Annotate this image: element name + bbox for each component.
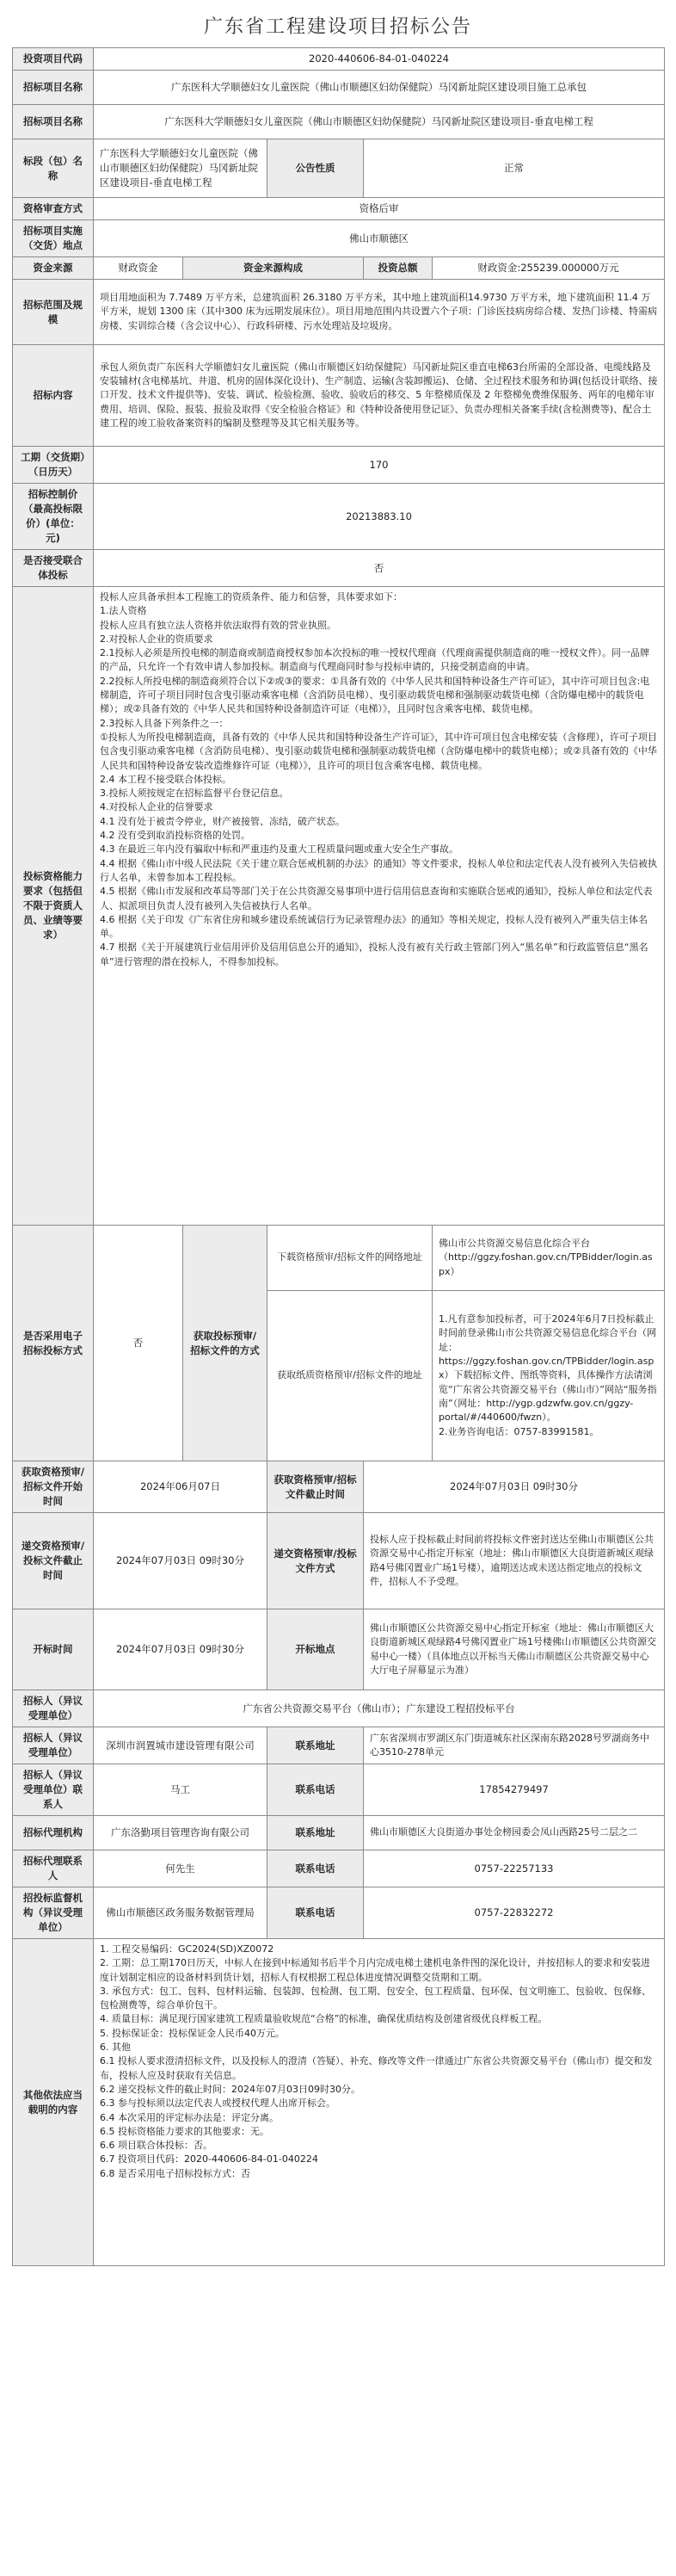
- label-paper-addr: 获取纸质资格预审/招标文件的地址: [267, 1291, 433, 1461]
- label-period: 工期（交货期）（日历天）: [13, 447, 94, 484]
- value-scope: 项目用地面积为 7.7489 万平方米，总建筑面积 26.3180 万平方米，其中地上建筑面积14.9730 万平方米，地下建筑面积 11.4 万平方米，规划 1300 床（其中300 床为远期发展床位）。项目用地范围内共设置六个子项：门诊医技病房综合楼、发热门诊楼、特需病房楼、实训综合楼（含会议中心）、行政科研楼、污水处理站及垃圾房。: [94, 280, 665, 345]
- row-scope: [13, 280, 665, 345]
- row-section: [13, 139, 665, 198]
- value-requirements: 投标人应具备承担本工程施工的资质条件、能力和信誉，具体要求如下： 1.法人资格 投标人应具有独立法人资格并依法取得有效的营业执照。 2.对投标人企业的资质要求 2.1投标人必须是所投电梯的制造商或制造商授权参加本次投标的唯一授权代理商（代理商需提供制造商的唯一授权文件）。同一品牌的产品，只允许一个有效申请人参加投标。制造商与代理商同时参与投标申请的，只接受制造商的申请。 2.2投标人所投电梯的制造商须符合以下②或③的要求：①具备有效的《中华人民共和国特种设备生产许可证》，其中许可项目包含:电梯制造，许可子项目同时包含曳引驱动乘客电梯（含消防员电梯）、曳引驱动载货电梯和强制驱动载货电梯（含防爆电梯中的载货电梯）；或②具备有效的《中华人民共和国特种设备制造许可证（电梯）》，且同时包含乘客电梯、载货电梯。 2.3投标人具备下列条件之一： ①投标人为所投电梯制造商，具备有效的《中华人民共和国特种设备生产许可证》，其中许可项目包含电梯安装（含修理），许可子项目包含曳引驱动乘客电梯（含消防员电梯）、曳引驱动载货电梯和强制驱动载货电梯（含防爆电梯中的载货电梯）；或②具备有效的《中华人民共和国特种设备安装改造维修许可证（电梯）》，且许可的项目包含乘客电梯、载货电梯。 2.4 本工程不接受联合体投标。 3.投标人须按规定在招标监督平台登记信息。 4.对投标人企业的信誉要求 4.1 没有处于被责令停业，财产被接管、冻结，破产状态。 4.2 没有受到取消投标资格的处罚。 4.3 在最近三年内没有骗取中标和严重违约及重大工程质量问题或重大安全生产事故。 4.4 根据《佛山市中级人民法院《关于建立联合惩戒机制的办法》的通知》等文件要求，投标人单位和法定代表人没有被列入失信被执行人名单，未曾参加本工程投标。 4.5 根据《佛山市发展和改革局等部门关于在公共资源交易事项中进行信用信息查询和实施联合惩戒的通知》，投标人单位和法定代表人、拟派项目负责人没有被列入失信被执行人名单。 4.6 根据《关于印发《广东省住房和城乡建设系统诚信行为记录管理办法》的通知》等相关规定，投标人没有被列入严重失信主体名单。 4.7 根据《关于开展建筑行业信用评价及信用信息公开的通知》，投标人没有被有关行政主管部门列入“黑名单”和行政监管信息“黑名单”进行管理的潜在投标人，不得参加投标。: [94, 587, 665, 1226]
- label-agent-phone: 联系电话: [267, 1850, 364, 1887]
- row-requirements: [13, 587, 665, 1226]
- label-supervisor: 招投标监督机构（异议受理单位）: [13, 1887, 94, 1939]
- value-supervisor-phone: 0757-22832272: [364, 1887, 665, 1939]
- row-section-name-main: [13, 105, 665, 139]
- value-agent-contact: 何先生: [94, 1850, 267, 1887]
- label-agent: 招标代理机构: [13, 1816, 94, 1850]
- label-disclosure: 公告性质: [267, 139, 364, 198]
- value-other: 1. 工程交易编码：GC2024(SD)XZ0072 2. 工期：总工期170日历天，中标人在接到中标通知书后半个月内完成电梯土建机电条件图的深化设计，并按招标人的要求和安装进度计划制定相应的设备材料到货计划，招标人有权根据工程总体进度情况调整交货期和工期。 3. 承包方式：包工、包料、包材料运输、包装卸、包检测、包工期、包安全、包工程质量、包环保、包文明施工、包验收、包保修、包检测费等，综合单价包干。 4. 质量目标：满足现行国家建筑工程质量验收规范“合格”的标准，确保优质结构及创建省级优良样板工程。 5. 投标保证金：投标保证金人民币40万元。 6. 其他 6.1 投标人要求澄清招标文件，以及投标人的澄清（答疑）、补充、修改等文件一律通过广东省公共资源交易平台（佛山市）提交和发布，投标人应及时获取有关信息。 6.2 递交投标文件的截止时间：2024年07月03日09时30分。 6.3 参与投标须以法定代表人或授权代理人出席开标会。 6.4 本次采用的评定标办法是：评定分离。 6.5 投标资格能力要求的其他要求：无。 6.6 项目联合体投标：否。 6.7 投资项目代码：2020-440606-84-01-040224 6.8 是否采用电子招标投标方式：否: [94, 1939, 665, 2266]
- value-open-place: 佛山市顺德区公共资源交易中心指定开标室（地址：佛山市顺德区大良街道新城区观绿路4号佛冈置业广场1号楼佛山市顺德区公共资源交易中心一楼）（具体地点以开标当天佛山市顺德区公共资源交易中心大厅电子屏幕显示为准）: [364, 1609, 665, 1690]
- row-agent: [13, 1816, 665, 1850]
- value-disclosure: 正常: [364, 139, 665, 198]
- value-review-method: 资格后审: [94, 198, 665, 220]
- label-funding-status: 资金来源构成: [183, 257, 364, 280]
- value-submit-deadline: 2024年07月03日 09时30分: [94, 1513, 267, 1609]
- label-platform: 招标人（异议受理单位）: [13, 1690, 94, 1727]
- value-supervisor: 佛山市顺德区政务服务数据管理局: [94, 1887, 267, 1939]
- value-tenderer-contact: 马工: [94, 1764, 267, 1816]
- label-scope: 招标范围及规模: [13, 280, 94, 345]
- label-tenderer: 招标人（异议受理单位）: [13, 1727, 94, 1764]
- row-joint-bid: [13, 550, 665, 587]
- value-agent-phone: 0757-22257133: [364, 1850, 665, 1887]
- label-other: 其他依法应当载明的内容: [13, 1939, 94, 2266]
- value-section-name: 广东医科大学顺德妇女儿童医院（佛山市顺德区妇幼保健院）马冈新址院区建设项目-垂直电梯工程: [94, 139, 267, 198]
- label-project-code: 投资项目代码: [13, 48, 94, 71]
- value-tenderer-addr: 广东省深圳市罗湖区东门街道城东社区深南东路2028号罗湖商务中心3510-278单元: [364, 1727, 665, 1764]
- value-tenderer: 深圳市润置城市建设管理有限公司: [94, 1727, 267, 1764]
- value-start-time: 2024年06月07日: [94, 1461, 267, 1513]
- label-location: 招标项目实施（交货）地点: [13, 220, 94, 257]
- row-supervisor: [13, 1887, 665, 1939]
- label-submit-deadline: 递交资格预审/投标文件截止时间: [13, 1513, 94, 1609]
- value-tenderer-phone: 17854279497: [364, 1764, 665, 1816]
- label-download-addr: 下载资格预审/招标文件的网络地址: [267, 1226, 433, 1291]
- label-max-price: 招标控制价（最高投标限价）(单位：元): [13, 484, 94, 550]
- value-max-price: 20213883.10: [94, 484, 665, 550]
- value-location: 佛山市顺德区: [94, 220, 665, 257]
- announcement-table: [12, 47, 665, 2266]
- label-funding-source: 资金来源: [13, 257, 94, 280]
- row-funding: [13, 257, 665, 280]
- value-paper-addr: 1.凡有意参加投标者，可于2024年6月7日投标截止时间前登录佛山市公共资源交易信息化综合平台（网址：https://ggzy.foshan.gov.cn/TPBidder/login.aspx）下载招标文件、图纸等资料，具体操作方法请浏览“广东省公共资源交易平台（佛山市）”网站“服务指南”（网址：http://ygp.gdzwfw.gov.cn/ggzy-portal/#/440600/fwzn）。 2.业务咨询电话：0757-83991581。: [433, 1291, 665, 1461]
- row-review-method: [13, 198, 665, 220]
- value-project-code: 2020-440606-84-01-040224: [94, 48, 665, 71]
- row-max-price: [13, 484, 665, 550]
- row-agent-contact: [13, 1850, 665, 1887]
- value-agent-addr: 佛山市顺德区大良街道办事处金榜园委会凤山西路25号二层之二: [364, 1816, 665, 1850]
- label-joint-bid: 是否接受联合体投标: [13, 550, 94, 587]
- label-requirements: 投标资格能力要求（包括但不限于资质人员、业绩等要求）: [13, 587, 94, 1226]
- row-platform: [13, 1690, 665, 1727]
- label-open-time: 开标时间: [13, 1609, 94, 1690]
- row-submit: [13, 1513, 665, 1609]
- label-open-place: 开标地点: [267, 1609, 364, 1690]
- row-tenderer: [13, 1727, 665, 1764]
- value-open-time: 2024年07月03日 09时30分: [94, 1609, 267, 1690]
- value-funding-source: 财政资金: [94, 257, 183, 280]
- label-submit-method: 递交资格预审/投标文件方式: [267, 1513, 364, 1609]
- row-period: [13, 447, 665, 484]
- label-project-name: 招标项目名称: [13, 71, 94, 105]
- value-platform: 广东省公共资源交易平台（佛山市）；广东建设工程招投标平台: [94, 1690, 665, 1727]
- label-investment: 投资总额: [364, 257, 433, 280]
- value-period: 170: [94, 447, 665, 484]
- row-other: [13, 1939, 665, 2266]
- label-review-method: 资格审查方式: [13, 198, 94, 220]
- row-doc-time: [13, 1461, 665, 1513]
- row-open: [13, 1609, 665, 1690]
- value-investment: 财政资金:255239.000000万元: [433, 257, 665, 280]
- row-download: [13, 1226, 665, 1291]
- value-joint-bid: 否: [94, 550, 665, 587]
- value-electronic: 否: [94, 1226, 183, 1461]
- label-agent-addr: 联系地址: [267, 1816, 364, 1850]
- label-doc-method: 获取投标预审/招标文件的方式: [183, 1226, 267, 1461]
- value-download-addr: 佛山市公共资源交易信息化综合平台（http://ggzy.foshan.gov.cn/TPBidder/login.aspx）: [433, 1226, 665, 1291]
- row-content: [13, 345, 665, 447]
- label-project-name-2: 招标项目名称: [13, 105, 94, 139]
- value-section-name-main: 广东医科大学顺德妇女儿童医院（佛山市顺德区妇幼保健院）马冈新址院区建设项目-垂直电梯工程: [94, 105, 665, 139]
- page-title: 广东省工程建设项目招标公告: [203, 16, 472, 38]
- label-start-time: 获取资格预审/招标文件开始时间: [13, 1461, 94, 1513]
- label-section-name: 标段（包）名称: [13, 139, 94, 198]
- row-tenderer-contact: [13, 1764, 665, 1816]
- value-content: 承包人须负责广东医科大学顺德妇女儿童医院（佛山市顺德区妇幼保健院）马冈新址院区垂直电梯63台所需的全部设备、电缆线路及安装辅材(含电梯基坑、井道、机房的固体深化设计)、生产制造、运输(含装卸搬运)、仓储、全过程技术服务和协调(包括设计联络、接口开发、技术文件提供等)、安装、调试、检验检测、验收、验收后的移交、5 年整梯质保及 2 年整梯免费维保服务、两年的电梯年审费用、培训、保险、报装、报验及取得《安全检验合格证》和《特种设备使用登记证》、负责办理相关备案手续(含检测费等)、配合土建工程的竣工验收备案资料的编制及整理等及其它相关服务等。: [94, 345, 665, 447]
- label-electronic: 是否采用电子招标投标方式: [13, 1226, 94, 1461]
- label-agent-contact: 招标代理联系人: [13, 1850, 94, 1887]
- value-submit-method: 投标人应于投标截止时间前将投标文件密封送达至佛山市顺德区公共资源交易中心指定开标室（地址：佛山市顺德区大良街道新城区观绿路4号佛冈置业广场1号楼），逾期送达或未送达指定地点的投标文件，招标人不予受理。: [364, 1513, 665, 1609]
- row-location: [13, 220, 665, 257]
- label-content: 招标内容: [13, 345, 94, 447]
- label-supervisor-phone: 联系电话: [267, 1887, 364, 1939]
- row-project-code: [13, 48, 665, 71]
- value-end-time: 2024年07月03日 09时30分: [364, 1461, 665, 1513]
- label-tenderer-addr: 联系地址: [267, 1727, 364, 1764]
- row-project-name: [13, 71, 665, 105]
- label-tenderer-phone: 联系电话: [267, 1764, 364, 1816]
- value-project-name: 广东医科大学顺德妇女儿童医院（佛山市顺德区妇幼保健院）马冈新址院区建设项目施工总承包: [94, 71, 665, 105]
- label-end-time: 获取资格预审/招标文件截止时间: [267, 1461, 364, 1513]
- value-agent: 广东洛勤项目管理咨询有限公司: [94, 1816, 267, 1850]
- label-tenderer-contact: 招标人（异议受理单位）联系人: [13, 1764, 94, 1816]
